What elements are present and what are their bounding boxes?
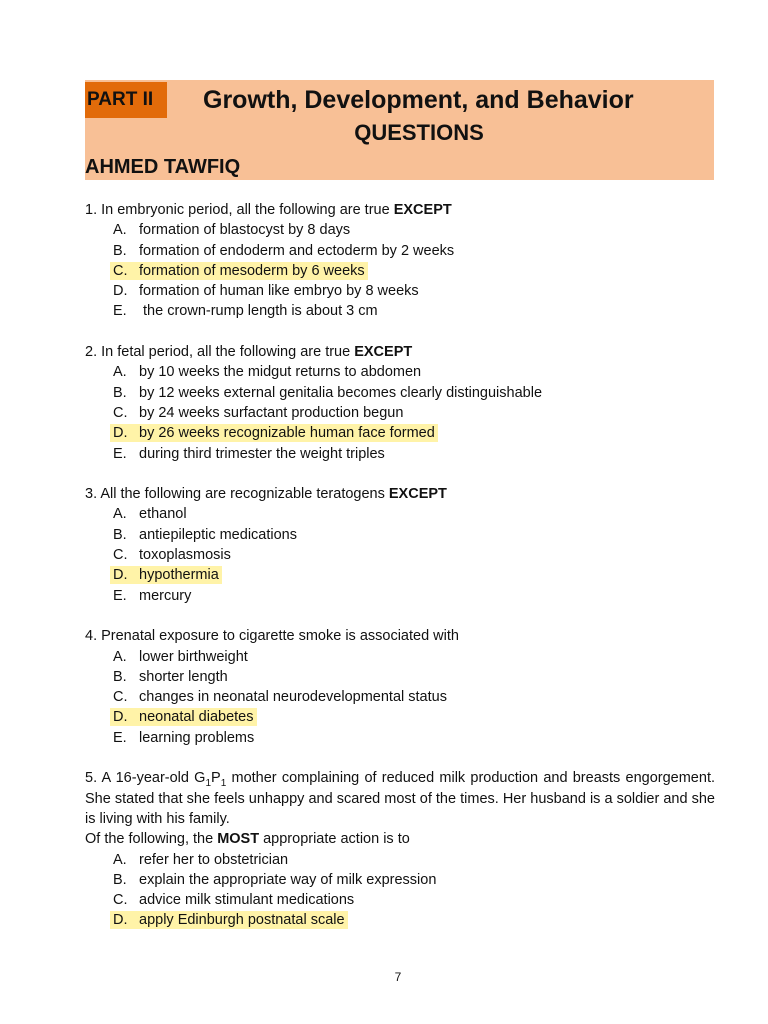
option-text: apply Edinburgh postnatal scale [139, 912, 345, 929]
option-letter: E. [113, 303, 127, 320]
option-text: formation of blastocyst by 8 days [139, 222, 351, 239]
option-letter: C. [113, 547, 128, 564]
option-letter: C. [113, 892, 128, 909]
option-text: neonatal diabetes [139, 709, 254, 726]
option-letter: A. [113, 222, 127, 239]
answer-option-highlighted [85, 565, 715, 585]
option-text: antiepileptic medications [139, 526, 297, 543]
author-name: AHMED TAWFIQ [85, 156, 241, 178]
stem-emphasis: EXCEPT [354, 344, 413, 361]
question-stem [85, 768, 715, 829]
answer-option [85, 647, 715, 667]
option-content [113, 405, 403, 421]
answer-option [85, 870, 715, 890]
option-content [113, 243, 454, 259]
question-1 [85, 200, 715, 322]
option-content [113, 446, 385, 462]
option-letter: E. [113, 587, 127, 604]
question-stem [85, 200, 715, 220]
option-text: lower birthweight [139, 648, 248, 665]
option-content [110, 911, 348, 929]
option-text: ethanol [139, 506, 187, 523]
option-letter: A. [113, 648, 127, 665]
answer-option [85, 850, 715, 870]
option-text: explain the appropriate way of milk expression [139, 871, 437, 888]
option-content [113, 222, 350, 238]
answer-option [85, 687, 715, 707]
option-text: the crown-rump length is about 3 cm [139, 303, 378, 320]
answer-option [85, 220, 715, 240]
option-letter: D. [113, 567, 128, 584]
section-subtitle: QUESTIONS [354, 120, 484, 145]
option-content [113, 649, 248, 665]
question-prompt [85, 829, 715, 849]
option-letter: D. [113, 425, 128, 442]
stem-text: 3. All the following are recognizable teratogens [85, 486, 389, 503]
option-letter: A. [113, 851, 127, 868]
option-letter: E. [113, 445, 127, 462]
question-5 [85, 768, 715, 930]
option-text: mercury [139, 587, 192, 604]
option-content [110, 566, 222, 584]
option-letter: B. [113, 526, 127, 543]
question-stem [85, 342, 715, 362]
option-text: refer her to obstetrician [139, 851, 289, 868]
option-content [113, 364, 421, 380]
option-letter: B. [113, 668, 127, 685]
stem-text: 2. In fetal period, all the following are true [85, 344, 355, 361]
option-content [113, 852, 288, 868]
option-content [113, 527, 297, 543]
question-4 [85, 626, 715, 748]
option-text: formation of human like embryo by 8 weeks [139, 283, 419, 300]
stem-text: P [211, 770, 221, 787]
option-text: by 26 weeks recognizable human face formed [139, 425, 435, 442]
option-text: by 10 weeks the midgut returns to abdomen [139, 364, 422, 381]
stem-text: Of the following, the [85, 831, 218, 848]
option-text: learning problems [139, 729, 255, 746]
para-subscript: 1 [220, 778, 227, 790]
answer-option [85, 403, 715, 423]
stem-emphasis: EXCEPT [393, 202, 452, 218]
option-letter: A. [113, 364, 127, 381]
stem-emphasis: MOST [217, 831, 260, 848]
option-letter: B. [113, 871, 127, 888]
answer-option-highlighted [85, 707, 715, 727]
option-content [113, 872, 436, 888]
answer-option [85, 241, 715, 261]
question-stem [85, 484, 715, 504]
answer-option [85, 301, 715, 321]
mcq-container [85, 200, 715, 748]
option-content [113, 689, 447, 705]
option-content [110, 424, 438, 442]
question-stem [85, 626, 715, 646]
option-letter: D. [113, 912, 128, 929]
option-content [110, 262, 368, 280]
stem-text: mother complaining of reduced milk production and breasts engorgement. She stated that she feels unhappy and scared most of the times. Her husband is a soldier and she is living with his family. [85, 770, 715, 827]
option-content [113, 283, 419, 299]
option-list [85, 850, 715, 931]
option-content [110, 708, 257, 726]
stem-text: 5. A 16-year-old G [85, 770, 206, 787]
part-label: PART II [85, 82, 167, 118]
answer-option [85, 728, 715, 748]
answer-option [85, 890, 715, 910]
option-content [113, 730, 254, 746]
question-2 [85, 342, 715, 464]
option-text: formation of endoderm and ectoderm by 2 weeks [139, 242, 455, 259]
answer-option-highlighted [85, 910, 715, 930]
answer-option [85, 504, 715, 524]
answer-option [85, 281, 715, 301]
option-content [113, 892, 354, 908]
answer-option [85, 545, 715, 565]
stem-text: appropriate action is to [259, 831, 410, 848]
answer-option-highlighted [85, 261, 715, 281]
answer-option [85, 525, 715, 545]
question-3 [85, 484, 715, 606]
option-letter: C. [113, 404, 128, 421]
option-text: by 24 weeks surfactant production begun [139, 404, 404, 421]
answer-option [85, 667, 715, 687]
stem-text: 4. Prenatal exposure to cigarette smoke is associated with [85, 628, 459, 645]
answer-option [85, 383, 715, 403]
option-text: toxoplasmosis [139, 547, 231, 564]
question-list [85, 200, 715, 951]
chapter-title: Growth, Development, and Behavior [203, 86, 634, 114]
option-content [113, 303, 378, 319]
gravida-subscript: 1 [205, 778, 212, 790]
option-text: changes in neonatal neurodevelopmental status [139, 689, 447, 706]
option-letter: C. [113, 689, 128, 706]
option-text: formation of mesoderm by 6 weeks [139, 262, 365, 279]
option-text: during third trimester the weight triples [139, 445, 385, 462]
option-text: shorter length [139, 668, 228, 685]
option-content [113, 385, 542, 401]
option-content [113, 506, 187, 522]
answer-option [85, 586, 715, 606]
option-content [113, 588, 191, 604]
answer-option [85, 444, 715, 464]
option-letter: D. [113, 709, 128, 726]
option-text: by 12 weeks external genitalia becomes clearly distinguishable [139, 384, 543, 401]
option-letter: C. [113, 262, 128, 279]
option-letter: B. [113, 384, 127, 401]
page-number: 7 [394, 970, 402, 984]
option-letter: D. [113, 283, 128, 300]
stem-text: 1. In embryonic period, all the following are true [85, 202, 394, 218]
answer-option-highlighted [85, 423, 715, 443]
answer-option [85, 362, 715, 382]
stem-emphasis: EXCEPT [388, 486, 447, 503]
option-letter: A. [113, 506, 127, 523]
option-letter: B. [113, 242, 127, 259]
option-text: advice milk stimulant medications [139, 892, 355, 909]
option-content [113, 547, 231, 563]
option-content [113, 669, 228, 685]
option-letter: E. [113, 729, 127, 746]
option-text: hypothermia [139, 567, 219, 584]
